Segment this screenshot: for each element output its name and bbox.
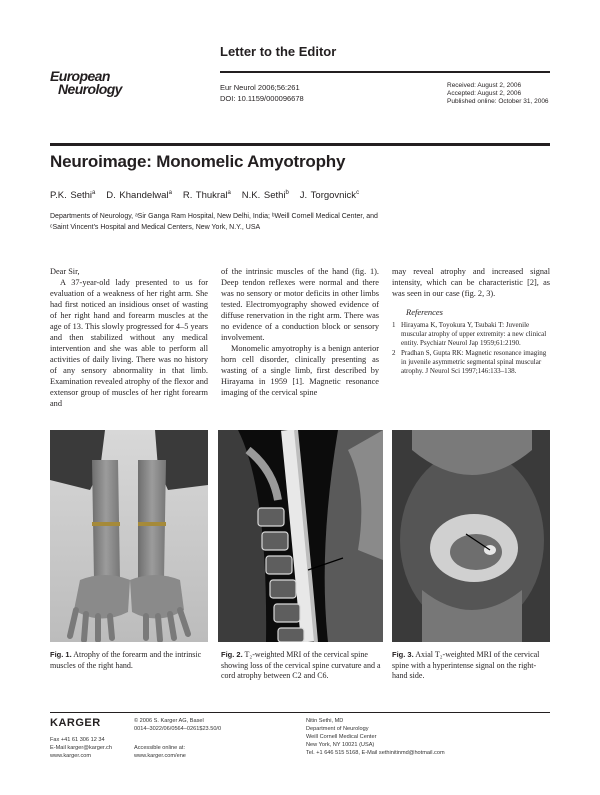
figure-1-caption: Fig. 1. Atrophy of the forearm and the intrinsic muscles of the right hand.: [50, 650, 202, 670]
publisher-logo: KARGER: [50, 717, 101, 729]
affiliation-line: Departments of Neurology, ᵃSir Ganga Ram Hospital, New Delhi, India; ᵇWeill Cornell Medical Center, and: [50, 213, 378, 220]
online-access-link[interactable]: www.karger.com/ene: [134, 753, 186, 759]
footer-rule: [50, 712, 550, 713]
online-access: Accessible online at: www.karger.com/ene: [134, 745, 186, 759]
body-column-1: [50, 266, 208, 409]
reference-item: 2 Pradhan S, Gupta RK: Magnetic resonance imaging in juvenile asymmetric segmental spinal muscular atrophy. J Neurol Sci 1997;146:133–138.: [392, 349, 547, 375]
salutation: Dear Sir,: [50, 267, 80, 276]
citation-ref: Eur Neurol 2006;56:261: [220, 83, 300, 92]
figure-3-caption: Fig. 3. Axial T₂-weighted MRI of the cervical spine with a hyperintense signal on the right-hand side.: [392, 650, 540, 680]
affiliations: [50, 211, 550, 233]
paragraph: of the intrinsic muscles of the hand (fig. 1). Deep tendon reflexes were normal and there was no sensory or motor deficits in other limbs tested. Electromyography showed evidence of diffuse renervation in the right arm. There was no evidence of a conduction block or sensory involvement.: [221, 267, 379, 342]
journal-logo: [50, 70, 122, 96]
publisher-web[interactable]: www.karger.com: [50, 753, 92, 759]
publisher-contact: Fax +41 61 306 12 34 E-Mail karger@karger.ch www.karger.com: [50, 737, 112, 759]
correspondence: Nitin Sethi, MD Department of Neurology Weill Cornell Medical Center New York, NY 10021 (USA) Tel. +1 646 515 5168, E-Mail sethinitinmd@hotmail.com: [306, 718, 445, 756]
figure-2-image: [218, 430, 383, 642]
author: N.K. Sethi$^b$: [241, 190, 289, 202]
figure-2-caption: Fig. 2. T₂-weighted MRI of the cervical spine showing loss of the cervical spine curvature and a cord atrophy between C2 and C6.: [221, 650, 381, 680]
body-column-3: [392, 266, 550, 377]
paragraph: Monomelic amyotrophy is a benign anterior horn cell disorder, clinically presenting as wasting of a single limb, first described by Hirayama in 1959 [1]. Magnetic resonance imaging of the cervical spine: [221, 344, 379, 397]
date-accepted: Accepted: August 2, 2006: [447, 90, 522, 97]
author-list: [50, 190, 359, 201]
citation: [220, 82, 304, 104]
affiliation-line: ᶜSaint Vincent's Hospital and Medical Centers, New York, N.Y., USA: [50, 224, 261, 231]
publisher-email[interactable]: E-Mail karger@karger.ch: [50, 745, 112, 751]
journal-logo-line1: European: [50, 68, 110, 84]
section-label: Letter to the Editor: [220, 44, 337, 59]
article-title: Neuroimage: Monomelic Amyotrophy: [50, 152, 346, 171]
figure-1-image: [50, 430, 208, 642]
figure-3-image: [392, 430, 550, 642]
title-rule: [50, 143, 550, 146]
reference-item: 1 Hirayama K, Toyokura Y, Tsubaki T: Juvenile muscular atrophy of upper extremity: a new clinical entity. Psychiatr Neurol Jap 1959;61:2190.: [392, 321, 547, 347]
paragraph: may reveal atrophy and increased signal intensity, which can be characteristic [2], as was seen in our case (fig. 2, 3).: [392, 267, 550, 298]
body-column-2: [221, 266, 379, 398]
author: R. Thukral$^a$: [182, 190, 231, 202]
citation-doi[interactable]: DOI: 10.1159/000096678: [220, 94, 304, 103]
date-published: Published online: October 31, 2006: [447, 98, 549, 105]
author: P.K. Sethi$^a$: [50, 190, 96, 202]
paragraph: A 37-year-old lady presented to us for evaluation of a weakness of her right arm. She had first noticed an insidious onset of wasting of her right hand and forearm muscles at the age of 13. This slowly progressed for 4–5 years and then stabilized without any medical intervention and she was able to perform all activities of daily living. There was no history of any sensory abnormality in that limb. Examination revealed atrophy of the flexor and extensor group of muscles of her right forearm and: [50, 278, 208, 408]
author: J. Torgovnick$^c$: [299, 190, 360, 202]
author: D. Khandelwal$^a$: [106, 190, 172, 202]
header-rule: [220, 71, 550, 73]
article-dates: [447, 82, 549, 106]
correspondence-contact[interactable]: Tel. +1 646 515 5168, E-Mail sethinitinmd@hotmail.com: [306, 750, 445, 756]
journal-logo-line2: Neurology: [58, 81, 122, 97]
date-received: Received: August 2, 2006: [447, 82, 522, 89]
copyright: © 2006 S. Karger AG, Basel 0014–3022/06/0564–0261$23.50/0: [134, 718, 222, 732]
references-heading: References: [406, 307, 443, 317]
